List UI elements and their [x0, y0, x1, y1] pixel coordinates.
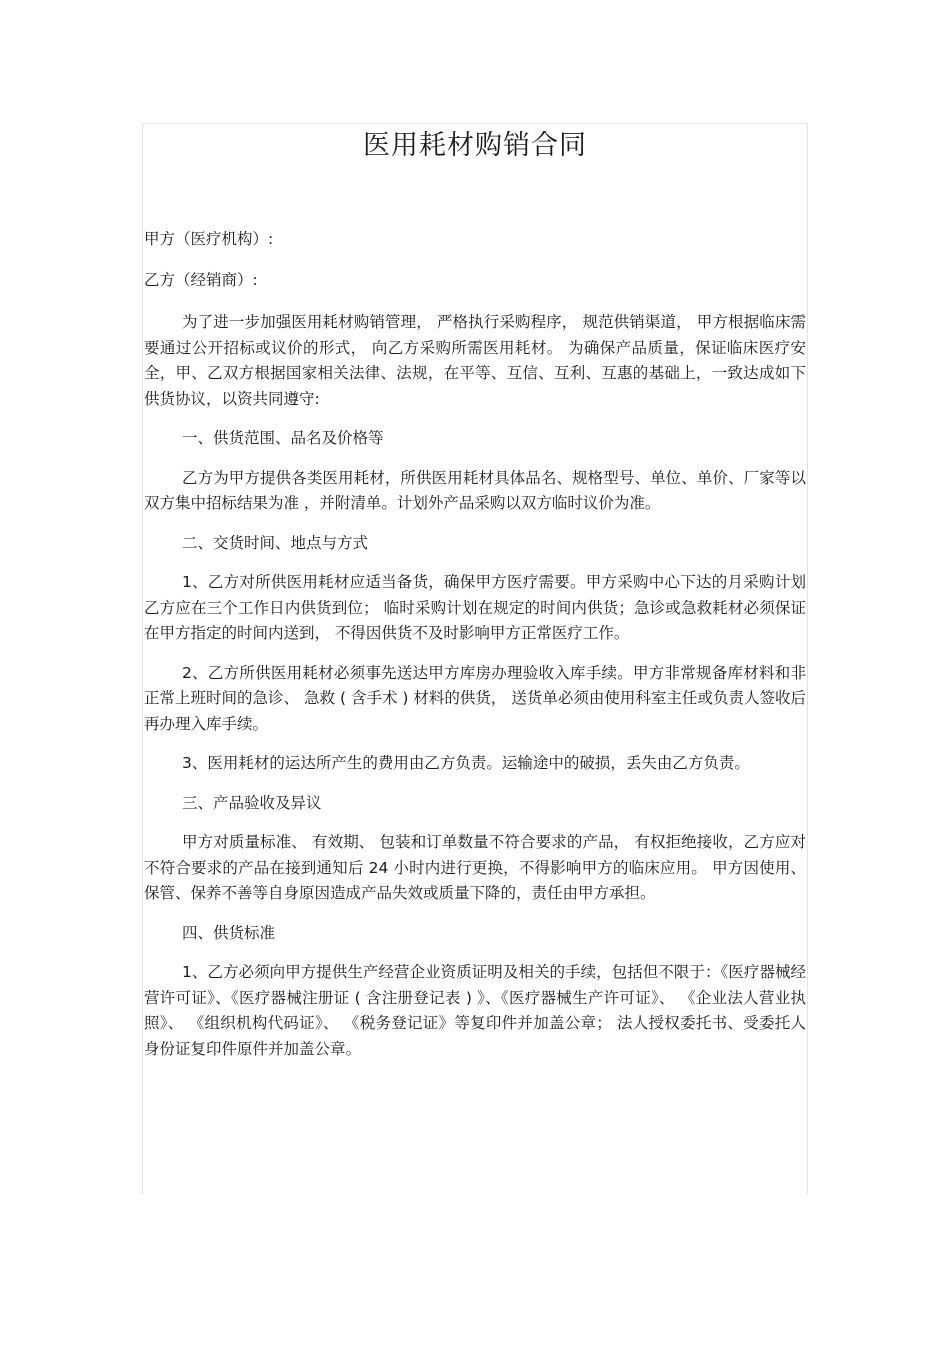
section-heading: 三、产品验收及异议 [182, 793, 322, 812]
section-heading: 二、交货时间、地点与方式 [182, 533, 369, 552]
section-heading: 四、供货标准 [182, 923, 276, 942]
document-title: 医用耗材购销合同 [363, 130, 587, 161]
contract-body [144, 310, 806, 1076]
intro-paragraph: 为了进一步加强医用耗材购销管理， 严格执行采购程序， 规范供销渠道， 甲方根据临床需要通过公开招标或议价的形式， 向乙方采购所需医用耗材。 为确保产品质量，保证临床医疗安全，甲、乙双方根据国家相关法律、法规，在平等、互信、互利、互惠的基础上，一致达成如下供货协议，以资共同遵守: [144, 313, 806, 408]
party-b-line: 乙方（经销商）: [144, 271, 258, 289]
section-paragraph: 3、医用耗材的运达所产生的费用由乙方负责。运输途中的破损，丢失由乙方负责。 [182, 754, 750, 772]
section-paragraph: 乙方为甲方提供各类医用耗材，所供医用耗材具体品名、规格型号、单位、单价、厂家等以双方集中招标结果为准 ，并附清单。计划外产品采购以双方临时议价为准。 [144, 468, 806, 512]
section-heading: 一、供货范围、品名及价格等 [182, 429, 384, 447]
section-paragraph: 1、乙方必须向甲方提供生产经营企业资质证明及相关的手续，包括但不限于：《医疗器械经营许可证》、《医疗器械注册证 ( 含注册登记表 ) 》、《医疗器械生产许可证》、 《企业法人营业执照》、 《组织机构代码证》、 《税务登记证》等复印件并加盖公章； 法人授权委托书、受委托人身份证复印件原件并加盖公章。 [144, 963, 806, 1058]
party-a-line: 甲方（医疗机构）: [144, 230, 274, 248]
section-paragraph: 1、乙方对所供医用耗材应适当备货，确保甲方医疗需要。甲方采购中心下达的月采购计划乙方应在三个工作日内供货到位； 临时采购计划在规定的时间内供货；急诊或急救耗材必须保证在甲方指定的时间内送到， 不得因供货不及时影响甲方正常医疗工作。 [144, 573, 806, 642]
section-paragraph: 甲方对质量标准、 有效期、 包装和订单数量不符合要求的产品， 有权拒绝接收，乙方应对不符合要求的产品在接到通知后 24 小时内进行更换，不得影响甲方的临床应用。 甲方因使用、 保管、保养不善等自身原因造成产品失效或质量下降的，责任由甲方承担。 [144, 833, 806, 902]
contract-document [144, 126, 806, 1058]
section-paragraph: 2、乙方所供医用耗材必须事先送达甲方库房办理验收入库手续。甲方非常规备库材料和非正常上班时间的急诊、 急救 ( 含手术 ) 材料的供货， 送货单必须由使用科室主任或负责人签收后再办理入库手续。 [144, 663, 806, 733]
